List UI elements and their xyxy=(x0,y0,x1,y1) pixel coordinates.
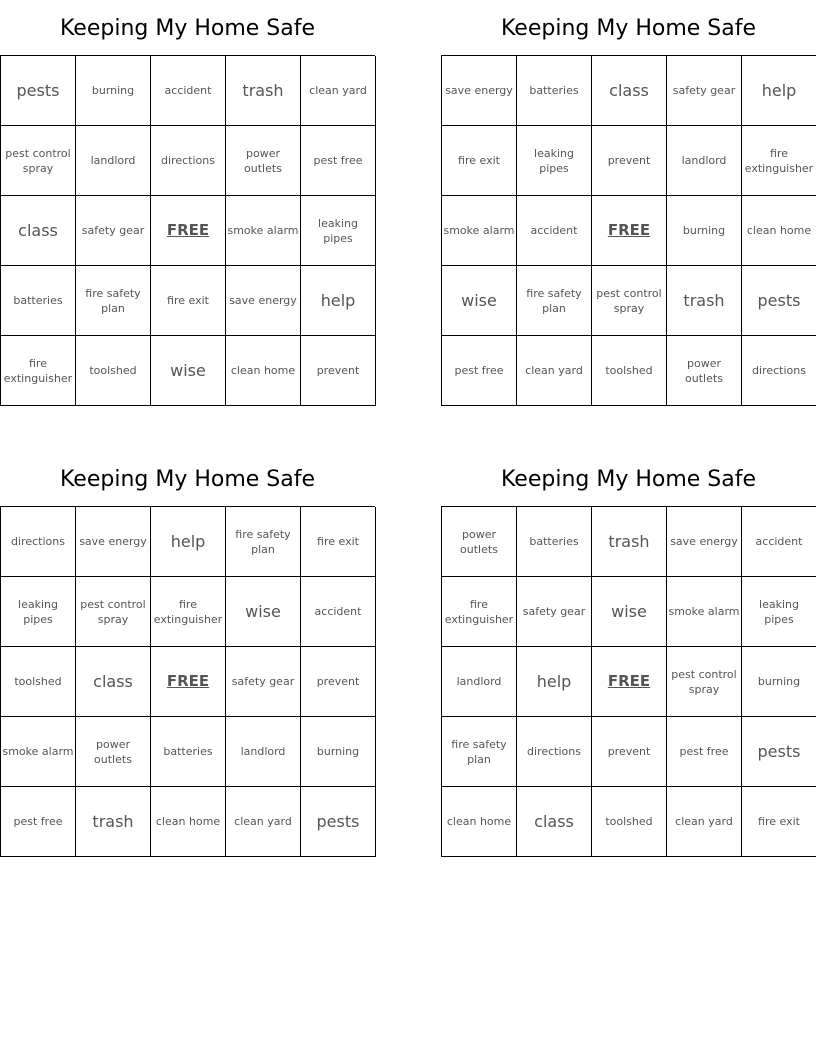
bingo-cell: help xyxy=(151,507,226,577)
bingo-cell: landlord xyxy=(667,126,742,196)
bingo-cell: class xyxy=(592,56,667,126)
bingo-cell: fire safety plan xyxy=(442,717,517,787)
bingo-cell: leaking pipes xyxy=(301,196,376,266)
bingo-cell: prevent xyxy=(301,647,376,717)
bingo-cell: save energy xyxy=(226,266,301,336)
bingo-cell: pest free xyxy=(667,717,742,787)
free-space: FREE xyxy=(592,196,667,266)
bingo-cell: accident xyxy=(301,577,376,647)
bingo-card xyxy=(0,13,375,406)
bingo-cell: prevent xyxy=(301,336,376,406)
bingo-cell: pest free xyxy=(442,336,517,406)
bingo-cell: landlord xyxy=(442,647,517,717)
bingo-cell: safety gear xyxy=(76,196,151,266)
bingo-cell: smoke alarm xyxy=(226,196,301,266)
bingo-cell: clean yard xyxy=(226,787,301,857)
bingo-cell: clean yard xyxy=(517,336,592,406)
bingo-cell: fire safety plan xyxy=(76,266,151,336)
bingo-cell: wise xyxy=(226,577,301,647)
bingo-cell: prevent xyxy=(592,126,667,196)
bingo-cell: smoke alarm xyxy=(667,577,742,647)
free-space: FREE xyxy=(151,647,226,717)
card-title: Keeping My Home Safe xyxy=(500,467,757,492)
card-title: Keeping My Home Safe xyxy=(59,16,316,41)
free-space: FREE xyxy=(151,196,226,266)
bingo-cell: leaking pipes xyxy=(517,126,592,196)
bingo-cell: power outlets xyxy=(226,126,301,196)
bingo-grid xyxy=(0,55,375,406)
bingo-grid xyxy=(441,55,816,406)
bingo-cell: toolshed xyxy=(592,336,667,406)
bingo-cell: power outlets xyxy=(76,717,151,787)
bingo-cell: directions xyxy=(1,507,76,577)
card-title: Keeping My Home Safe xyxy=(59,467,316,492)
bingo-cell: help xyxy=(517,647,592,717)
bingo-cell: clean yard xyxy=(667,787,742,857)
bingo-cell: pests xyxy=(742,266,816,336)
bingo-cell: trash xyxy=(667,266,742,336)
bingo-cell: trash xyxy=(226,56,301,126)
bingo-cell: directions xyxy=(517,717,592,787)
bingo-cell: landlord xyxy=(226,717,301,787)
bingo-grid xyxy=(441,506,816,857)
bingo-cell: directions xyxy=(151,126,226,196)
bingo-cell: pest control spray xyxy=(592,266,667,336)
bingo-cell: leaking pipes xyxy=(1,577,76,647)
bingo-cell: pest free xyxy=(301,126,376,196)
bingo-cell: batteries xyxy=(517,56,592,126)
bingo-cell: pests xyxy=(742,717,816,787)
bingo-grid xyxy=(0,506,375,857)
bingo-cell: accident xyxy=(517,196,592,266)
bingo-cell: class xyxy=(517,787,592,857)
bingo-cell: power outlets xyxy=(667,336,742,406)
bingo-cell: pests xyxy=(301,787,376,857)
bingo-card xyxy=(441,13,816,406)
bingo-cell: pest free xyxy=(1,787,76,857)
bingo-cell: clean yard xyxy=(301,56,376,126)
bingo-cell: fire exit xyxy=(742,787,816,857)
bingo-cell: smoke alarm xyxy=(1,717,76,787)
card-title: Keeping My Home Safe xyxy=(500,16,757,41)
bingo-cell: clean home xyxy=(226,336,301,406)
bingo-cell: fire extinguisher xyxy=(442,577,517,647)
bingo-cell: safety gear xyxy=(517,577,592,647)
bingo-cell: fire exit xyxy=(442,126,517,196)
bingo-card xyxy=(441,464,816,857)
bingo-cell: toolshed xyxy=(592,787,667,857)
bingo-cell: class xyxy=(1,196,76,266)
bingo-cell: accident xyxy=(742,507,816,577)
bingo-cell: fire exit xyxy=(151,266,226,336)
bingo-cell: leaking pipes xyxy=(742,577,816,647)
bingo-cell: safety gear xyxy=(226,647,301,717)
bingo-cell: save energy xyxy=(667,507,742,577)
bingo-cell: smoke alarm xyxy=(442,196,517,266)
bingo-cell: save energy xyxy=(76,507,151,577)
bingo-cell: save energy xyxy=(442,56,517,126)
bingo-cell: safety gear xyxy=(667,56,742,126)
bingo-cell: trash xyxy=(76,787,151,857)
bingo-cell: burning xyxy=(742,647,816,717)
bingo-cell: fire exit xyxy=(301,507,376,577)
bingo-cell: trash xyxy=(592,507,667,577)
bingo-cell: fire extinguisher xyxy=(742,126,816,196)
bingo-cell: toolshed xyxy=(1,647,76,717)
bingo-cell: toolshed xyxy=(76,336,151,406)
bingo-cell: wise xyxy=(442,266,517,336)
bingo-cell: batteries xyxy=(1,266,76,336)
bingo-cell: landlord xyxy=(76,126,151,196)
bingo-cell: pest control spray xyxy=(667,647,742,717)
bingo-cell: accident xyxy=(151,56,226,126)
free-space: FREE xyxy=(592,647,667,717)
bingo-cell: fire extinguisher xyxy=(1,336,76,406)
bingo-cell: clean home xyxy=(151,787,226,857)
bingo-cell: directions xyxy=(742,336,816,406)
bingo-cell: class xyxy=(76,647,151,717)
bingo-cell: wise xyxy=(592,577,667,647)
bingo-cell: batteries xyxy=(151,717,226,787)
bingo-cell: pest control spray xyxy=(76,577,151,647)
bingo-cell: help xyxy=(301,266,376,336)
bingo-cell: clean home xyxy=(742,196,816,266)
bingo-cell: clean home xyxy=(442,787,517,857)
bingo-cell: batteries xyxy=(517,507,592,577)
bingo-cell: fire safety plan xyxy=(226,507,301,577)
bingo-cell: power outlets xyxy=(442,507,517,577)
bingo-cell: pests xyxy=(1,56,76,126)
bingo-card xyxy=(0,464,375,857)
bingo-cell: fire extinguisher xyxy=(151,577,226,647)
bingo-cell: burning xyxy=(667,196,742,266)
bingo-cell: burning xyxy=(76,56,151,126)
bingo-cell: wise xyxy=(151,336,226,406)
bingo-cell: prevent xyxy=(592,717,667,787)
bingo-cell: fire safety plan xyxy=(517,266,592,336)
bingo-cell: burning xyxy=(301,717,376,787)
bingo-cell: help xyxy=(742,56,816,126)
bingo-cell: pest control spray xyxy=(1,126,76,196)
